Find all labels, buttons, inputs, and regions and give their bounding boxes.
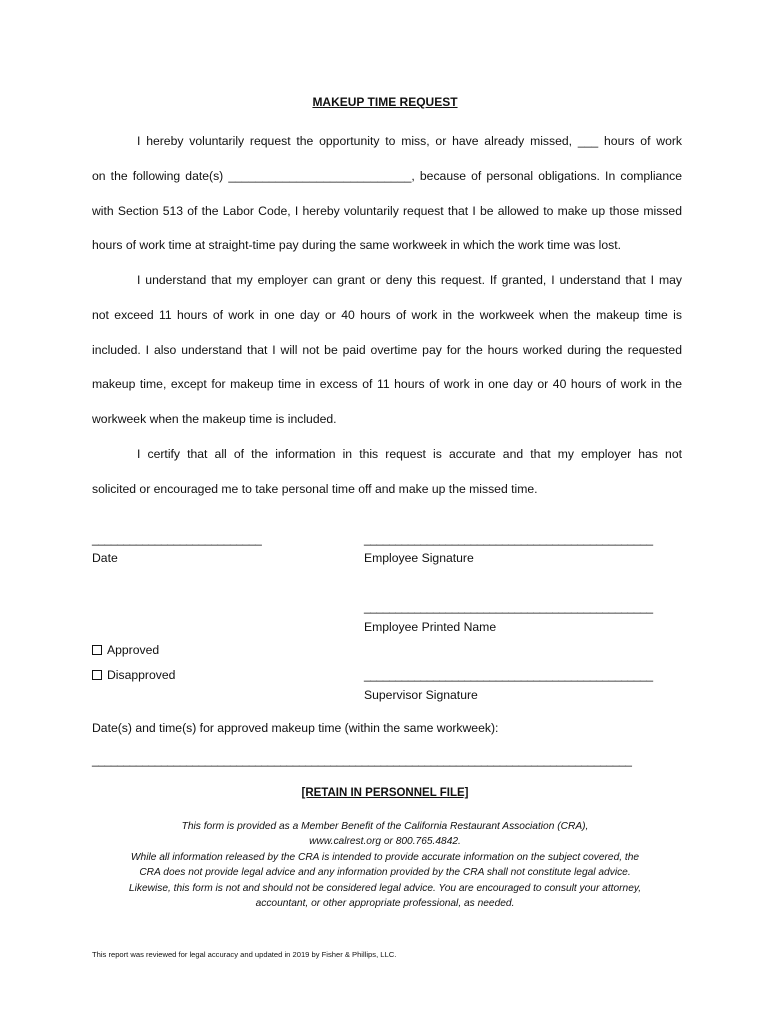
disapproved-checkbox[interactable] (92, 668, 175, 682)
approved-checkbox[interactable] (92, 643, 159, 657)
employee-printed-name-line[interactable]: ______________________________________________ (364, 600, 653, 614)
approved-label: Approved (107, 643, 160, 657)
body-line: I hereby voluntarily request the opportunity to miss, or have already missed, ___ hours of work (137, 134, 682, 148)
body-line: included. I also understand that I will not be paid overtime pay for the hours worked during the requested (92, 343, 682, 357)
checkbox-icon[interactable] (92, 645, 102, 655)
date-signature-line[interactable]: ___________________________ (92, 532, 262, 546)
disclaimer-line: CRA does not provide legal advice and any information provided by the CRA shall not constitute legal advice. (139, 867, 631, 878)
disclaimer-line: Likewise, this form is not and should not be considered legal advice. You are encouraged to consult your attorney, (128, 883, 642, 894)
page-title: MAKEUP TIME REQUEST (312, 95, 458, 109)
employee-printed-name-label: Employee Printed Name (364, 620, 497, 634)
employee-signature-line[interactable]: ______________________________________________ (364, 532, 653, 546)
checkbox-icon[interactable] (92, 670, 102, 680)
body-line: with Section 513 of the Labor Code, I hereby voluntarily request that I be allowed to make up those missed (92, 204, 682, 218)
date-label: Date (92, 551, 118, 565)
body-line: workweek when the makeup time is included. (92, 412, 337, 426)
supervisor-signature-label: Supervisor Signature (364, 688, 478, 702)
body-line: hours of work time at straight-time pay during the same workweek in which the work time was lost. (92, 238, 622, 252)
body-line: not exceed 11 hours of work in one day or 40 hours of work in the workweek when the makeup time is (92, 308, 682, 322)
disapproved-label: Disapproved (107, 668, 176, 682)
retain-notice: [RETAIN IN PERSONNEL FILE] (301, 787, 469, 799)
disclaimer-line: This form is provided as a Member Benefit of the California Restaurant Association (CRA), (181, 821, 589, 832)
body-line: makeup time, except for makeup time in excess of 11 hours of work in one day or 40 hours of work in the (92, 377, 682, 391)
footer-note: This report was reviewed for legal accuracy and updated in 2019 by Fisher & Phillips, LLC. (92, 950, 397, 959)
approved-time-line[interactable]: ______________________________________________________________________________________ (92, 753, 632, 767)
disclaimer-line: www.calrest.org or 800.765.4842. (309, 836, 461, 847)
body-line: solicited or encouraged me to take personal time off and make up the missed time. (92, 482, 538, 496)
disclaimer-line: While all information released by the CRA is intended to provide accurate information on the subject covered, the (130, 852, 640, 863)
supervisor-signature-line[interactable]: ______________________________________________ (364, 668, 653, 682)
body-line: on the following date(s) ___________________________, because of personal obligations. In compliance (92, 169, 682, 183)
body-line: I certify that all of the information in this request is accurate and that my employer has not (137, 447, 682, 461)
disclaimer-line: accountant, or other appropriate professional, as needed. (255, 898, 515, 909)
body-line: I understand that my employer can grant or deny this request. If granted, I understand that I may (137, 273, 682, 287)
employee-signature-label: Employee Signature (364, 551, 474, 565)
approved-time-label: Date(s) and time(s) for approved makeup time (within the same workweek): (92, 721, 499, 735)
